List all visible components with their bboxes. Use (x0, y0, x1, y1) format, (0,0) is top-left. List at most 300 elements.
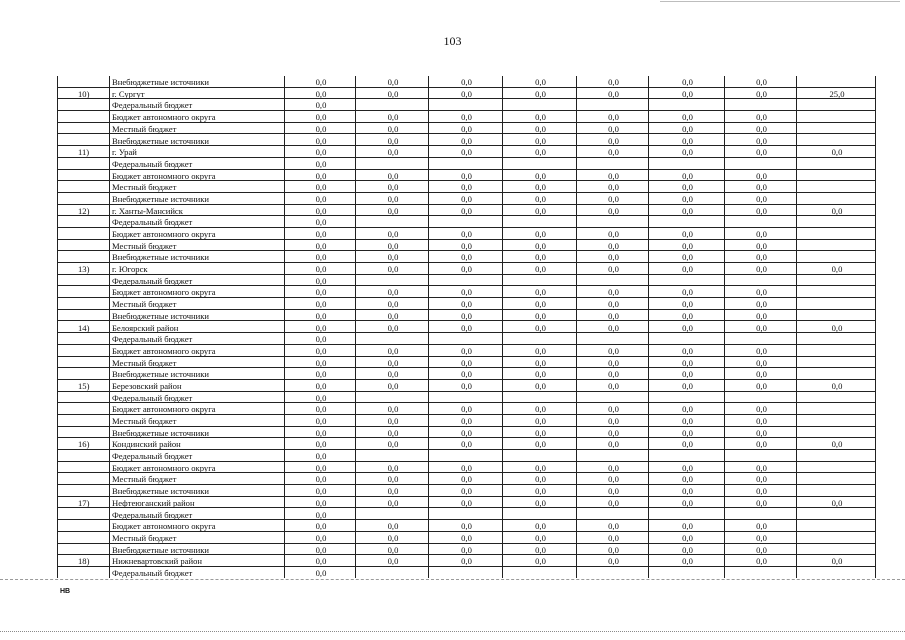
value-cell: 0,0 (285, 169, 356, 181)
value-cell: 0,0 (725, 403, 797, 415)
value-cell: 0,0 (429, 204, 503, 216)
row-number-cell (58, 111, 110, 123)
value-cell: 0,0 (649, 134, 725, 146)
value-cell: 0,0 (429, 485, 503, 497)
value-cell: 0,0 (503, 227, 577, 239)
row-name-cell: Местный бюджет (110, 473, 285, 485)
table-row (58, 169, 876, 181)
value-cell: 0,0 (503, 414, 577, 426)
value-cell: 0,0 (356, 426, 429, 438)
value-cell (429, 216, 503, 228)
value-cell: 0,0 (649, 181, 725, 193)
value-cell: 0,0 (725, 368, 797, 380)
value-cell: 0,0 (649, 251, 725, 263)
value-cell (356, 157, 429, 169)
value-cell: 0,0 (649, 169, 725, 181)
value-cell: 0,0 (577, 496, 649, 508)
row-number-cell (58, 344, 110, 356)
value-cell: 0,0 (503, 403, 577, 415)
row-number-cell (58, 309, 110, 321)
row-number-cell (58, 169, 110, 181)
value-cell: 0,0 (285, 298, 356, 310)
value-cell: 0,0 (577, 344, 649, 356)
value-cell: 0,0 (503, 87, 577, 99)
value-cell (797, 414, 876, 426)
value-cell (797, 356, 876, 368)
row-name-cell: Федеральный бюджет (110, 99, 285, 111)
value-cell: 0,0 (429, 555, 503, 567)
value-cell: 0,0 (285, 403, 356, 415)
value-cell: 0,0 (429, 414, 503, 426)
value-cell: 0,0 (285, 227, 356, 239)
row-number-cell: 18) (58, 555, 110, 567)
value-cell: 0,0 (577, 414, 649, 426)
row-number-cell (58, 251, 110, 263)
value-cell (797, 473, 876, 485)
value-cell: 0,0 (285, 508, 356, 520)
value-cell (797, 239, 876, 251)
value-cell (797, 543, 876, 555)
value-cell: 0,0 (577, 438, 649, 450)
value-cell (797, 181, 876, 193)
row-name-cell: Внебюджетные источники (110, 76, 285, 87)
value-cell: 0,0 (725, 543, 797, 555)
scan-bottom-line (0, 631, 905, 632)
value-cell (503, 450, 577, 462)
value-cell (356, 391, 429, 403)
value-cell: 0,0 (285, 181, 356, 193)
value-cell: 0,0 (285, 111, 356, 123)
value-cell: 0,0 (285, 333, 356, 345)
row-name-cell: Федеральный бюджет (110, 391, 285, 403)
value-cell: 0,0 (577, 251, 649, 263)
row-number-cell: 12) (58, 204, 110, 216)
table-row (58, 309, 876, 321)
table-row (58, 555, 876, 567)
value-cell: 0,0 (285, 321, 356, 333)
value-cell: 0,0 (649, 76, 725, 87)
row-name-cell: Внебюджетные источники (110, 426, 285, 438)
value-cell: 0,0 (356, 520, 429, 532)
value-cell: 0,0 (503, 426, 577, 438)
value-cell: 0,0 (503, 111, 577, 123)
value-cell: 0,0 (503, 181, 577, 193)
value-cell: 0,0 (649, 122, 725, 134)
value-cell: 0,0 (503, 356, 577, 368)
value-cell (797, 566, 876, 577)
value-cell: 0,0 (356, 368, 429, 380)
value-cell: 0,0 (429, 496, 503, 508)
value-cell (356, 508, 429, 520)
value-cell (725, 274, 797, 286)
value-cell: 0,0 (725, 286, 797, 298)
value-cell: 0,0 (503, 146, 577, 158)
value-cell: 0,0 (577, 263, 649, 275)
value-cell: 0,0 (649, 192, 725, 204)
row-name-cell: Бюджет автономного округа (110, 111, 285, 123)
value-cell: 0,0 (725, 473, 797, 485)
value-cell: 0,0 (577, 321, 649, 333)
budget-table (57, 76, 876, 578)
value-cell (503, 391, 577, 403)
value-cell: 0,0 (577, 122, 649, 134)
row-number-cell (58, 391, 110, 403)
value-cell: 0,0 (725, 87, 797, 99)
value-cell: 0,0 (285, 368, 356, 380)
value-cell: 0,0 (649, 461, 725, 473)
value-cell: 0,0 (429, 298, 503, 310)
value-cell (797, 531, 876, 543)
value-cell (797, 169, 876, 181)
value-cell (725, 450, 797, 462)
value-cell: 0,0 (649, 239, 725, 251)
value-cell: 0,0 (356, 122, 429, 134)
table-row (58, 461, 876, 473)
row-number-cell (58, 181, 110, 193)
value-cell: 0,0 (285, 496, 356, 508)
value-cell: 0,0 (356, 485, 429, 497)
row-name-cell: Бюджет автономного округа (110, 403, 285, 415)
value-cell: 0,0 (285, 251, 356, 263)
value-cell: 0,0 (356, 321, 429, 333)
table-row (58, 344, 876, 356)
value-cell: 0,0 (429, 263, 503, 275)
value-cell: 0,0 (577, 473, 649, 485)
value-cell: 0,0 (429, 192, 503, 204)
value-cell (429, 333, 503, 345)
value-cell: 0,0 (285, 531, 356, 543)
value-cell: 0,0 (285, 239, 356, 251)
value-cell: 0,0 (285, 134, 356, 146)
value-cell: 0,0 (725, 356, 797, 368)
value-cell (725, 333, 797, 345)
value-cell: 0,0 (285, 450, 356, 462)
table-row (58, 181, 876, 193)
value-cell: 0,0 (503, 251, 577, 263)
value-cell: 0,0 (429, 461, 503, 473)
value-cell: 0,0 (577, 227, 649, 239)
value-cell: 0,0 (429, 181, 503, 193)
value-cell: 0,0 (285, 566, 356, 577)
value-cell: 0,0 (649, 531, 725, 543)
value-cell (797, 216, 876, 228)
value-cell: 0,0 (356, 461, 429, 473)
row-number-cell (58, 543, 110, 555)
value-cell (503, 99, 577, 111)
row-name-cell: г. Югорск (110, 263, 285, 275)
value-cell: 0,0 (725, 169, 797, 181)
value-cell (429, 391, 503, 403)
value-cell: 0,0 (429, 309, 503, 321)
value-cell (577, 99, 649, 111)
table-row (58, 321, 876, 333)
value-cell (356, 99, 429, 111)
value-cell (503, 508, 577, 520)
row-name-cell: Бюджет автономного округа (110, 520, 285, 532)
value-cell (577, 450, 649, 462)
table-row (58, 391, 876, 403)
row-name-cell: г. Сургут (110, 87, 285, 99)
value-cell: 0,0 (356, 403, 429, 415)
value-cell: 0,0 (429, 438, 503, 450)
row-name-cell: Федеральный бюджет (110, 450, 285, 462)
value-cell: 0,0 (356, 87, 429, 99)
value-cell (797, 76, 876, 87)
value-cell (797, 344, 876, 356)
table-row (58, 450, 876, 462)
value-cell: 0,0 (285, 216, 356, 228)
value-cell: 0,0 (649, 111, 725, 123)
value-cell: 0,0 (356, 146, 429, 158)
table-row (58, 286, 876, 298)
value-cell (725, 391, 797, 403)
value-cell: 0,0 (356, 531, 429, 543)
value-cell: 0,0 (577, 368, 649, 380)
value-cell: 0,0 (285, 414, 356, 426)
value-cell: 0,0 (285, 309, 356, 321)
value-cell: 0,0 (285, 438, 356, 450)
value-cell: 0,0 (503, 134, 577, 146)
value-cell (797, 298, 876, 310)
value-cell (577, 566, 649, 577)
value-cell: 0,0 (649, 321, 725, 333)
row-name-cell: Нижневартовский район (110, 555, 285, 567)
value-cell: 0,0 (649, 520, 725, 532)
row-name-cell: Местный бюджет (110, 356, 285, 368)
value-cell (797, 391, 876, 403)
value-cell (797, 450, 876, 462)
value-cell: 0,0 (285, 204, 356, 216)
value-cell (797, 508, 876, 520)
value-cell: 0,0 (577, 76, 649, 87)
value-cell: 0,0 (503, 531, 577, 543)
row-name-cell: Нефтеюганский район (110, 496, 285, 508)
value-cell (429, 274, 503, 286)
value-cell: 0,0 (649, 555, 725, 567)
value-cell: 0,0 (725, 379, 797, 391)
value-cell: 0,0 (429, 286, 503, 298)
row-number-cell (58, 76, 110, 87)
row-name-cell: Бюджет автономного округа (110, 461, 285, 473)
value-cell: 0,0 (797, 438, 876, 450)
value-cell (725, 99, 797, 111)
value-cell: 0,0 (725, 438, 797, 450)
value-cell: 0,0 (429, 473, 503, 485)
value-cell (503, 157, 577, 169)
value-cell: 0,0 (429, 122, 503, 134)
row-name-cell: Внебюджетные источники (110, 309, 285, 321)
value-cell: 0,0 (577, 181, 649, 193)
row-name-cell: Бюджет автономного округа (110, 344, 285, 356)
value-cell: 0,0 (649, 496, 725, 508)
row-name-cell: Внебюджетные источники (110, 485, 285, 497)
row-name-cell: Бюджет автономного округа (110, 227, 285, 239)
page-number: 103 (443, 34, 462, 48)
value-cell: 0,0 (503, 473, 577, 485)
row-number-cell: 17) (58, 496, 110, 508)
table-row (58, 122, 876, 134)
table-row (58, 485, 876, 497)
value-cell (429, 450, 503, 462)
table-row (58, 379, 876, 391)
value-cell: 0,0 (356, 344, 429, 356)
row-number-cell (58, 333, 110, 345)
value-cell: 0,0 (429, 379, 503, 391)
value-cell: 0,0 (649, 309, 725, 321)
value-cell (356, 566, 429, 577)
table-row (58, 157, 876, 169)
value-cell: 0,0 (577, 356, 649, 368)
value-cell (797, 286, 876, 298)
row-number-cell: 15) (58, 379, 110, 391)
value-cell: 0,0 (356, 473, 429, 485)
row-number-cell: 10) (58, 87, 110, 99)
value-cell: 0,0 (577, 531, 649, 543)
value-cell: 0,0 (649, 87, 725, 99)
row-name-cell: Местный бюджет (110, 298, 285, 310)
value-cell (577, 391, 649, 403)
value-cell: 0,0 (285, 391, 356, 403)
table-row (58, 426, 876, 438)
value-cell: 0,0 (577, 204, 649, 216)
table-row (58, 356, 876, 368)
value-cell: 0,0 (649, 227, 725, 239)
value-cell: 0,0 (649, 403, 725, 415)
value-cell (797, 227, 876, 239)
value-cell: 0,0 (577, 379, 649, 391)
value-cell (577, 157, 649, 169)
value-cell: 0,0 (356, 111, 429, 123)
value-cell (797, 192, 876, 204)
row-name-cell: Кондинский район (110, 438, 285, 450)
value-cell: 0,0 (356, 134, 429, 146)
row-name-cell: Федеральный бюджет (110, 216, 285, 228)
value-cell: 0,0 (285, 555, 356, 567)
value-cell: 0,0 (356, 251, 429, 263)
value-cell: 0,0 (285, 146, 356, 158)
value-cell: 0,0 (503, 204, 577, 216)
row-number-cell (58, 485, 110, 497)
value-cell: 0,0 (649, 414, 725, 426)
value-cell: 0,0 (725, 496, 797, 508)
value-cell: 0,0 (649, 356, 725, 368)
value-cell: 0,0 (285, 122, 356, 134)
row-name-cell: Белоярский район (110, 321, 285, 333)
value-cell: 0,0 (725, 309, 797, 321)
value-cell: 0,0 (285, 157, 356, 169)
value-cell (797, 426, 876, 438)
value-cell: 0,0 (503, 555, 577, 567)
value-cell (503, 333, 577, 345)
value-cell (649, 450, 725, 462)
value-cell: 0,0 (356, 76, 429, 87)
value-cell: 25,0 (797, 87, 876, 99)
value-cell: 0,0 (577, 87, 649, 99)
value-cell: 0,0 (577, 309, 649, 321)
value-cell: 0,0 (503, 496, 577, 508)
value-cell: 0,0 (577, 403, 649, 415)
value-cell: 0,0 (649, 286, 725, 298)
table-row (58, 239, 876, 251)
value-cell: 0,0 (285, 520, 356, 532)
value-cell: 0,0 (503, 239, 577, 251)
table-row (58, 496, 876, 508)
table-row (58, 87, 876, 99)
value-cell: 0,0 (649, 485, 725, 497)
value-cell: 0,0 (725, 426, 797, 438)
value-cell: 0,0 (429, 169, 503, 181)
row-number-cell (58, 461, 110, 473)
value-cell: 0,0 (725, 76, 797, 87)
value-cell: 0,0 (725, 192, 797, 204)
value-cell: 0,0 (649, 543, 725, 555)
value-cell (649, 157, 725, 169)
row-name-cell: Федеральный бюджет (110, 274, 285, 286)
value-cell: 0,0 (649, 473, 725, 485)
value-cell: 0,0 (285, 356, 356, 368)
value-cell: 0,0 (797, 496, 876, 508)
value-cell (649, 99, 725, 111)
table-row (58, 298, 876, 310)
row-name-cell: Местный бюджет (110, 122, 285, 134)
value-cell: 0,0 (725, 204, 797, 216)
value-cell: 0,0 (577, 485, 649, 497)
value-cell: 0,0 (503, 169, 577, 181)
value-cell (797, 122, 876, 134)
value-cell: 0,0 (503, 309, 577, 321)
value-cell: 0,0 (429, 76, 503, 87)
value-cell (649, 333, 725, 345)
value-cell: 0,0 (356, 298, 429, 310)
value-cell: 0,0 (429, 321, 503, 333)
table-row (58, 146, 876, 158)
value-cell: 0,0 (429, 227, 503, 239)
value-cell (725, 157, 797, 169)
value-cell: 0,0 (356, 309, 429, 321)
value-cell: 0,0 (503, 461, 577, 473)
value-cell: 0,0 (356, 181, 429, 193)
value-cell: 0,0 (649, 146, 725, 158)
value-cell: 0,0 (503, 263, 577, 275)
value-cell: 0,0 (797, 204, 876, 216)
value-cell: 0,0 (649, 438, 725, 450)
row-number-cell (58, 508, 110, 520)
row-name-cell: Бюджет автономного округа (110, 286, 285, 298)
row-number-cell: 14) (58, 321, 110, 333)
row-number-cell (58, 227, 110, 239)
table-row (58, 508, 876, 520)
value-cell (797, 333, 876, 345)
row-name-cell: Федеральный бюджет (110, 566, 285, 577)
value-cell: 0,0 (725, 227, 797, 239)
row-number-cell (58, 122, 110, 134)
value-cell (649, 274, 725, 286)
row-number-cell (58, 414, 110, 426)
value-cell: 0,0 (649, 204, 725, 216)
scan-edge-line (660, 1, 900, 2)
row-number-cell (58, 531, 110, 543)
value-cell: 0,0 (503, 344, 577, 356)
row-name-cell: Внебюджетные источники (110, 368, 285, 380)
value-cell: 0,0 (503, 76, 577, 87)
table-row (58, 76, 876, 87)
value-cell: 0,0 (285, 426, 356, 438)
value-cell (503, 274, 577, 286)
row-number-cell (58, 239, 110, 251)
value-cell: 0,0 (429, 543, 503, 555)
value-cell: 0,0 (285, 76, 356, 87)
value-cell: 0,0 (429, 111, 503, 123)
